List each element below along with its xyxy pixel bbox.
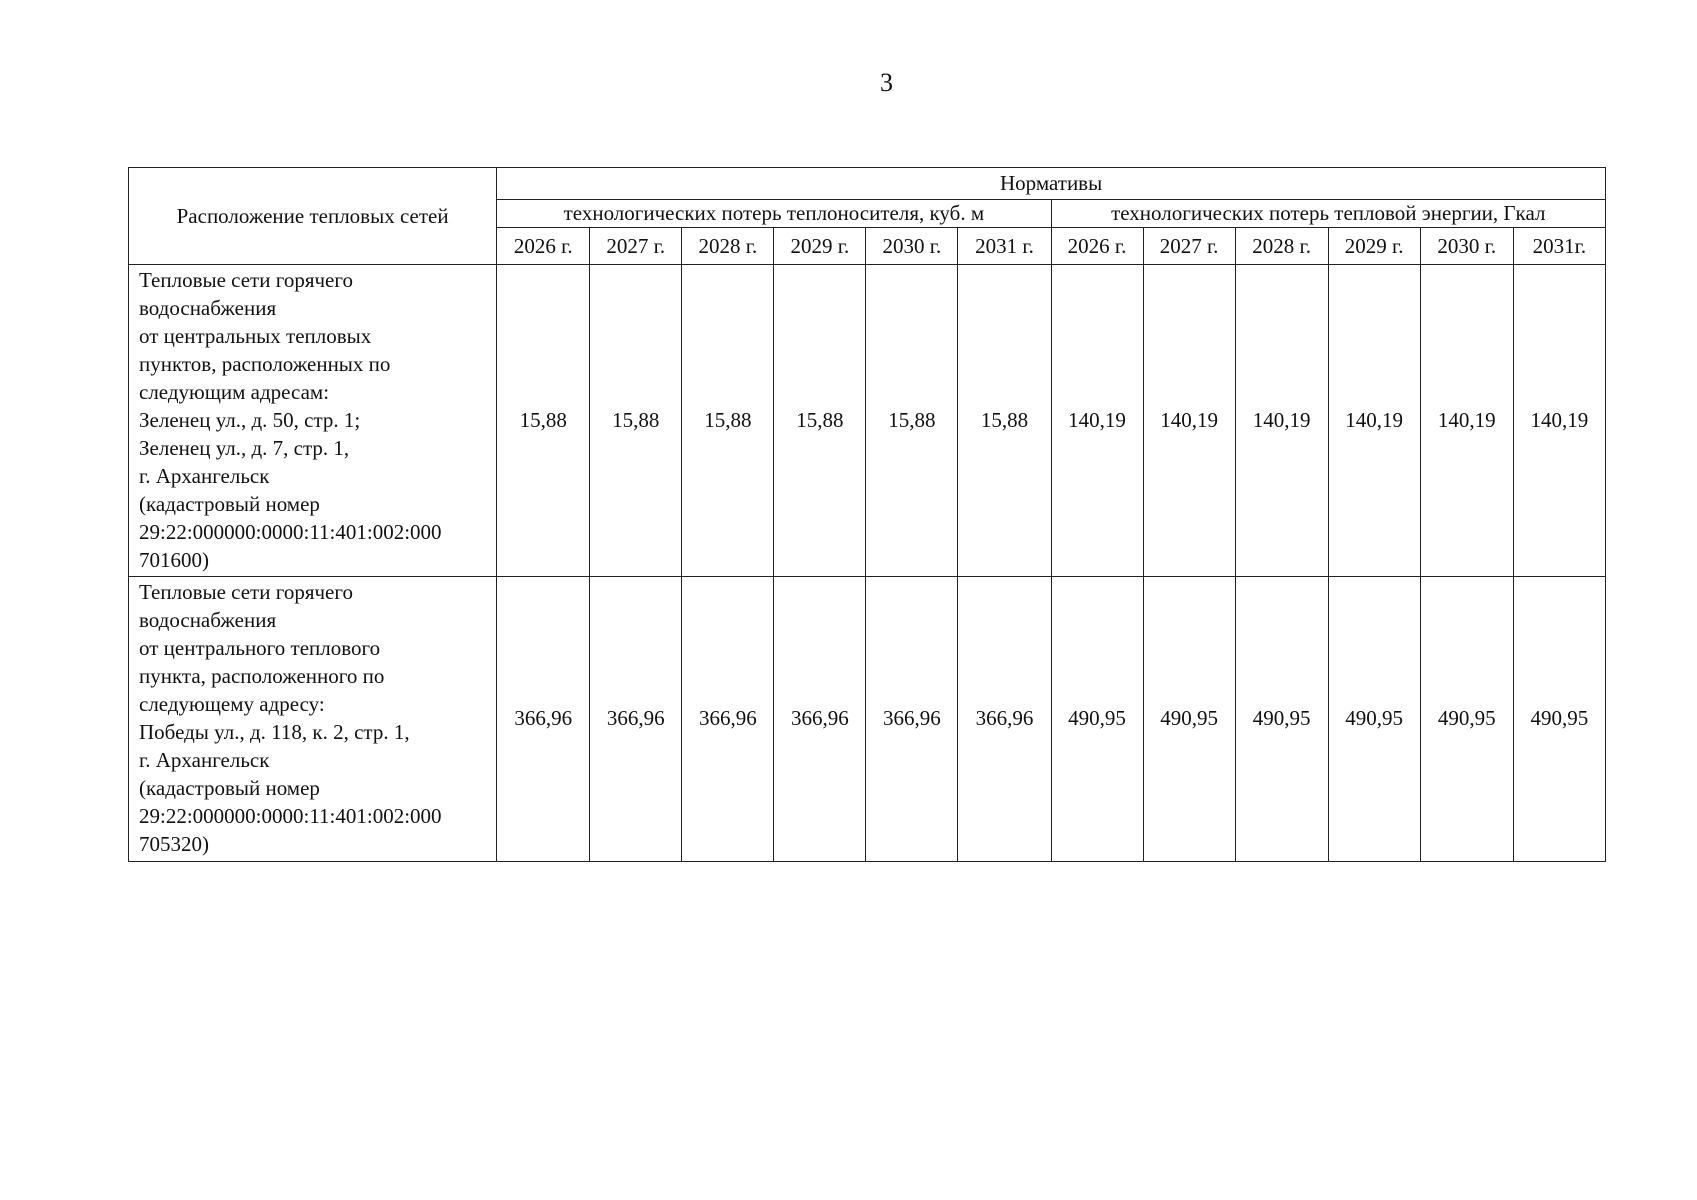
year-header: 2031 г. bbox=[958, 228, 1051, 265]
year-header: 2029 г. bbox=[774, 228, 866, 265]
energy-loss-header: технологических потерь тепловой энергии, Гкал bbox=[1051, 200, 1606, 228]
energy-loss-value: 490,95 bbox=[1051, 577, 1143, 861]
year-header: 2031г. bbox=[1513, 228, 1605, 265]
energy-loss-value: 140,19 bbox=[1420, 265, 1513, 577]
energy-loss-value: 140,19 bbox=[1235, 265, 1328, 577]
standards-table bbox=[128, 167, 1606, 862]
year-header: 2030 г. bbox=[866, 228, 958, 265]
energy-loss-value: 490,95 bbox=[1513, 577, 1605, 861]
energy-loss-value: 140,19 bbox=[1328, 265, 1420, 577]
location-cell: Тепловые сети горячего водоснабжения от центрального теплового пункта, расположенного по следующему адресу: Победы ул., д. 118, к. 2, стр. 1, г. Архангельск (кадастровый номер 29:22:000000:0000:11:401:002:000 705320) bbox=[129, 577, 497, 861]
carrier-loss-value: 15,88 bbox=[497, 265, 590, 577]
carrier-loss-value: 15,88 bbox=[590, 265, 682, 577]
energy-loss-value: 140,19 bbox=[1513, 265, 1605, 577]
energy-loss-value: 490,95 bbox=[1420, 577, 1513, 861]
table-row bbox=[129, 265, 1606, 577]
energy-loss-value: 140,19 bbox=[1143, 265, 1235, 577]
page-number: 3 bbox=[880, 68, 893, 97]
carrier-loss-value: 366,96 bbox=[958, 577, 1051, 861]
carrier-loss-value: 366,96 bbox=[682, 577, 774, 861]
carrier-loss-value: 366,96 bbox=[774, 577, 866, 861]
carrier-loss-value: 366,96 bbox=[866, 577, 958, 861]
location-cell: Тепловые сети горячего водоснабжения от центральных тепловых пунктов, расположенных по следующим адресам: Зеленец ул., д. 50, стр. 1; Зеленец ул., д. 7, стр. 1, г. Архангельск (кадастровый номер 29:22:000000:0000:11:401:002:000 701600) bbox=[129, 265, 497, 577]
carrier-loss-value: 366,96 bbox=[497, 577, 590, 861]
carrier-loss-value: 15,88 bbox=[866, 265, 958, 577]
carrier-loss-value: 15,88 bbox=[682, 265, 774, 577]
energy-loss-value: 490,95 bbox=[1235, 577, 1328, 861]
energy-loss-value: 490,95 bbox=[1143, 577, 1235, 861]
carrier-loss-header: технологических потерь теплоносителя, куб. м bbox=[497, 200, 1051, 228]
energy-loss-value: 490,95 bbox=[1328, 577, 1420, 861]
year-header: 2027 г. bbox=[590, 228, 682, 265]
year-header: 2026 г. bbox=[497, 228, 590, 265]
year-header: 2026 г. bbox=[1051, 228, 1143, 265]
year-header: 2029 г. bbox=[1328, 228, 1420, 265]
carrier-loss-value: 15,88 bbox=[958, 265, 1051, 577]
carrier-loss-value: 15,88 bbox=[774, 265, 866, 577]
table-row bbox=[129, 577, 1606, 861]
year-header: 2030 г. bbox=[1420, 228, 1513, 265]
year-header: 2028 г. bbox=[1235, 228, 1328, 265]
year-header: 2028 г. bbox=[682, 228, 774, 265]
location-column-header: Расположение тепловых сетей bbox=[129, 168, 497, 265]
carrier-loss-value: 366,96 bbox=[590, 577, 682, 861]
energy-loss-value: 140,19 bbox=[1051, 265, 1143, 577]
year-header: 2027 г. bbox=[1143, 228, 1235, 265]
standards-group-header: Нормативы bbox=[497, 168, 1606, 200]
